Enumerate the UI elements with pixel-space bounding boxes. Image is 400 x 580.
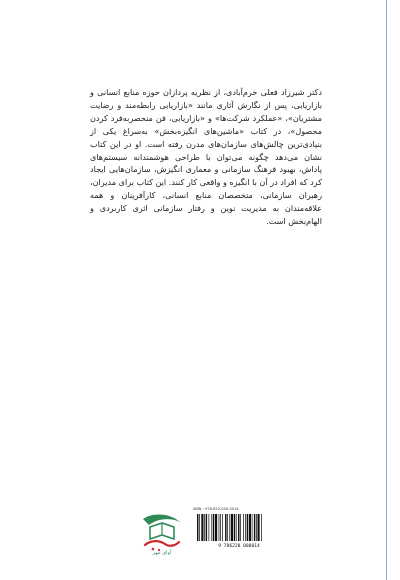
barcode-bar bbox=[201, 514, 203, 541]
barcode-bar bbox=[219, 514, 220, 541]
barcode-icon bbox=[193, 514, 285, 548]
barcode-bar bbox=[227, 514, 228, 541]
barcode-bar bbox=[220, 514, 221, 541]
isbn-label: ISBN : 978-622-000-0014 bbox=[193, 507, 239, 511]
barcode-bar bbox=[256, 514, 257, 541]
barcode-bar bbox=[261, 514, 262, 541]
publisher-logo-text: آوای مهر bbox=[152, 550, 172, 555]
barcode-bar bbox=[243, 514, 244, 541]
author-blurb: دکتر شیرزاد فعلی خرم‌آبادی، از نظریه پردازان حوزه منابع انسانی و بازاریابی، پس از نگارش آثاری مانند «بازاریابی رابطه‌مند و رضایت مشتریان»، «عملکرد شرکت‌ها» و «بازاریابی، فن منحصربه‌فرد کردن محصول»، در کتاب «ماشین‌های انگیزه‌بخش» به‌سراغ یکی از بنیادی‌ترین چالش‌های سازمان‌های مدرن رفته است. او در این کتاب نشان می‌دهد چگونه می‌توان با طراحی هوشمندانه سیستم‌های پاداش، بهبود فرهنگ سازمانی و معماری انگیزش، سازمان‌هایی ایجاد کرد که افراد در آن با انگیزه و واقعی کار کنند. این کتاب برای مدیران، رهبران سازمانی، متخصصان منابع انسانی، کارآفرینان و همه علاقه‌مندان به مدیریت نوین و رفتار سازمانی اثری کاربردی و الهام‌بخش است. bbox=[90, 87, 322, 227]
barcode-bar bbox=[209, 514, 210, 541]
barcode-bar bbox=[213, 514, 214, 541]
barcode-bar bbox=[247, 514, 248, 541]
barcode-bar bbox=[204, 514, 205, 541]
barcode-bar bbox=[245, 514, 246, 541]
barcode-bar bbox=[197, 514, 198, 541]
barcode-bar bbox=[236, 514, 237, 541]
barcode-bar bbox=[211, 514, 212, 541]
barcode-bar bbox=[229, 514, 230, 541]
barcode-bar bbox=[257, 514, 259, 541]
barcode-bar bbox=[222, 514, 223, 541]
barcode-bar bbox=[225, 514, 226, 541]
barcode-bar bbox=[199, 514, 200, 541]
barcode-bar bbox=[215, 514, 217, 541]
barcode-bar bbox=[252, 514, 253, 541]
barcode-bar bbox=[234, 514, 235, 541]
barcode-bar bbox=[240, 514, 241, 541]
barcode-bar bbox=[249, 514, 251, 541]
accent-bar bbox=[386, 0, 387, 580]
barcode-bar bbox=[231, 514, 233, 541]
barcode-bar bbox=[254, 514, 255, 541]
publisher-logo bbox=[137, 513, 187, 555]
barcode-bar bbox=[238, 514, 239, 541]
barcode-digits: 9 786220 000014 bbox=[218, 544, 260, 548]
isbn-barcode bbox=[193, 507, 285, 553]
barcode-bar bbox=[206, 514, 207, 541]
